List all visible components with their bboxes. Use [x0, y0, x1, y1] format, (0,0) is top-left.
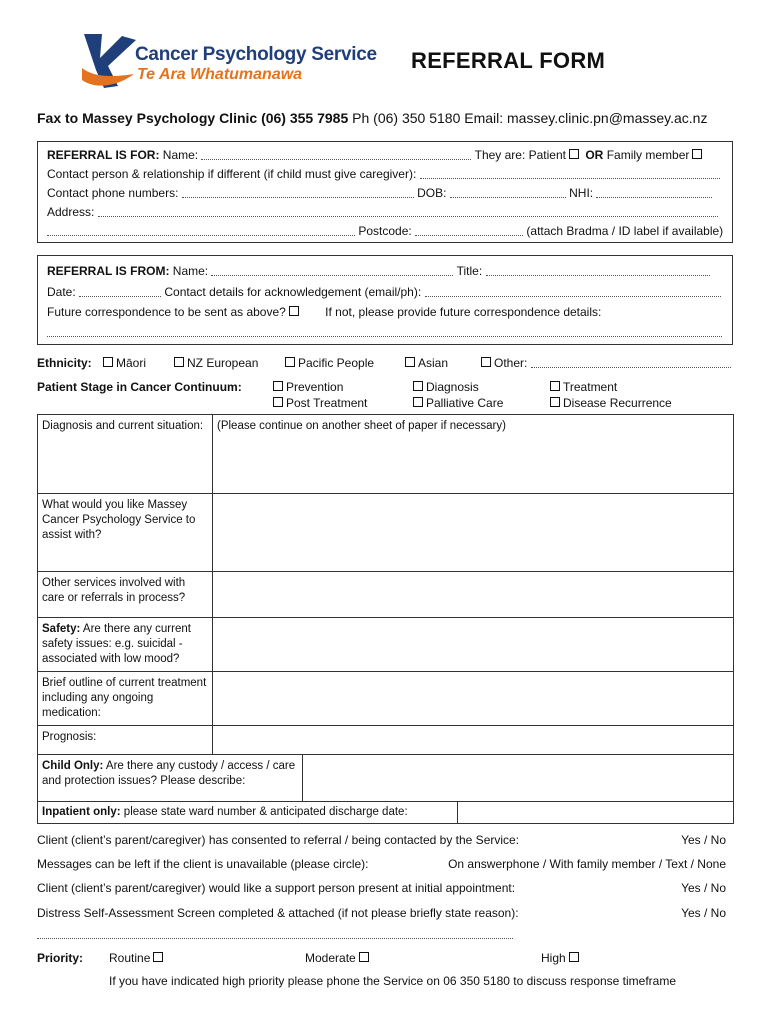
stage-option-label: Disease Recurrence [563, 396, 672, 410]
patient-checkbox[interactable] [569, 149, 579, 159]
messages-answer[interactable]: On answerphone / With family member / Text / None [448, 857, 726, 871]
table-row [38, 672, 734, 726]
nhi-label: NHI: [569, 186, 594, 200]
checkbox-icon[interactable] [569, 952, 579, 962]
referral-for-box [37, 141, 733, 243]
page-title: REFERRAL FORM [411, 48, 606, 73]
support-question: Client (client’s parent/caregiver) would like a support person present at initial appointment: [37, 881, 516, 895]
referral-for-row-name [47, 148, 705, 162]
table-row [38, 726, 734, 755]
contact-phone-field[interactable] [182, 186, 414, 198]
safety-text: Are there any current safety issues: e.g. suicidal - associated with low mood? [42, 623, 191, 665]
from-name-label: Name: [172, 264, 209, 278]
inpatient-field[interactable] [458, 802, 733, 823]
contact-phone-row [47, 186, 712, 200]
stage-recurrence[interactable] [547, 396, 672, 410]
child-bold: Child Only: [42, 760, 104, 772]
checkbox-icon[interactable] [413, 397, 423, 407]
checkbox-icon[interactable] [103, 357, 113, 367]
inpatient-bold: Inpatient only: [42, 806, 121, 818]
table-row [38, 415, 734, 494]
stage-option-label: Palliative Care [426, 396, 504, 410]
date-row [47, 285, 721, 299]
stage-option-label: Post Treatment [286, 396, 368, 410]
stage-treatment[interactable] [547, 380, 617, 394]
patient-name-field[interactable] [201, 148, 471, 160]
title-label: Title: [456, 264, 483, 278]
child-text: Are there any custody / access / care and protection issues? Please describe: [42, 760, 296, 787]
referral-from-row-name [47, 264, 710, 278]
future-checkbox[interactable] [289, 306, 299, 316]
logo-maori-name: Te Ara Whatumanawa [137, 66, 303, 83]
fax-number: Fax to Massey Psychology Clinic (06) 355 7985 [37, 110, 349, 126]
distress-answer[interactable]: Yes / No [681, 906, 726, 920]
referral-from-box [37, 255, 733, 345]
date-label: Date: [47, 285, 76, 299]
priority-routine[interactable] [109, 951, 166, 965]
referrer-title-field[interactable] [486, 264, 710, 276]
diagnosis-label: Diagnosis and current situation: [38, 415, 213, 494]
child-only-label [38, 755, 303, 802]
brief-outline-label: Brief outline of current treatment including any ongoing medication: [38, 672, 213, 726]
contact-details-field[interactable] [425, 285, 721, 297]
table-row [38, 755, 734, 802]
stage-option-label: Diagnosis [426, 380, 479, 394]
table-row [38, 618, 734, 672]
contact-info: Ph (06) 350 5180 Email: massey.clinic.pn@massey.ac.nz [352, 110, 708, 126]
ethnicity-asian[interactable] [402, 356, 448, 370]
date-field[interactable] [79, 285, 161, 297]
address-line2-field[interactable] [47, 224, 355, 236]
details-table [37, 414, 734, 824]
stage-prevention[interactable] [270, 380, 343, 394]
ethnicity-pacific[interactable] [282, 356, 374, 370]
checkbox-icon[interactable] [550, 381, 560, 391]
dob-label: DOB: [417, 186, 447, 200]
child-only-field[interactable] [303, 755, 734, 802]
address-row [47, 205, 718, 219]
stage-palliative[interactable] [410, 396, 503, 410]
safety-bold: Safety: [42, 623, 81, 635]
table-row [38, 572, 734, 618]
family-member-checkbox[interactable] [692, 149, 702, 159]
assist-label: What would you like Massey Cancer Psychology Service to assist with? [38, 494, 213, 572]
checkbox-icon[interactable] [153, 952, 163, 962]
contact-details-label: Contact details for acknowledgement (email/ph): [164, 285, 422, 299]
ethnicity-maori[interactable] [100, 356, 146, 370]
ethnicity-option-label: Asian [418, 356, 449, 370]
checkbox-icon[interactable] [285, 357, 295, 367]
consent-question: Client (client’s parent/caregiver) has consented to referral / being contacted by the Service: [37, 833, 520, 847]
checkbox-icon[interactable] [481, 357, 491, 367]
contact-phone-label: Contact phone numbers: [47, 186, 179, 200]
contact-person-row [47, 167, 720, 181]
priority-label: Priority: [37, 951, 84, 965]
contact-person-field[interactable] [420, 167, 720, 179]
inpatient-row [38, 802, 734, 824]
referral-from-heading: REFERRAL IS FROM: [47, 264, 170, 278]
checkbox-icon[interactable] [273, 397, 283, 407]
table-row [38, 802, 734, 824]
distress-reason-field[interactable] [37, 938, 513, 939]
continue-note: (Please continue on another sheet of paper if necessary) [217, 420, 506, 432]
nhi-field[interactable] [596, 186, 712, 198]
checkbox-icon[interactable] [273, 381, 283, 391]
ethnicity-nz-european[interactable] [171, 356, 258, 370]
ethnicity-label: Ethnicity: [37, 356, 92, 370]
referral-for-heading: REFERRAL IS FOR: [47, 148, 160, 162]
future-row [47, 305, 601, 319]
stage-option-label: Treatment [563, 380, 618, 394]
priority-moderate-label: Moderate [305, 951, 356, 965]
ethnicity-row [37, 356, 92, 370]
ethnicity-other-field[interactable] [531, 356, 731, 368]
future-details-field[interactable] [47, 336, 722, 337]
other-services-label: Other services involved with care or referrals in process? [38, 572, 213, 618]
assist-field[interactable] [213, 494, 734, 572]
support-answer[interactable]: Yes / No [681, 881, 726, 895]
stage-diagnosis[interactable] [410, 380, 479, 394]
postcode-label: Postcode: [358, 224, 412, 238]
future-label: Future correspondence to be sent as above? [47, 305, 286, 319]
postcode-row [47, 224, 723, 238]
if-not-label: If not, please provide future correspondence details: [325, 305, 602, 319]
stage-post-treatment[interactable] [270, 396, 367, 410]
family-member-label: Family member [606, 148, 690, 162]
brief-outline-field[interactable] [213, 672, 734, 726]
checkbox-icon[interactable] [405, 357, 415, 367]
consent-answer[interactable]: Yes / No [681, 833, 726, 847]
other-services-field[interactable] [213, 572, 734, 618]
priority-high-label: High [541, 951, 566, 965]
checkbox-icon[interactable] [359, 952, 369, 962]
referrer-name-field[interactable] [211, 264, 453, 276]
address-field[interactable] [98, 205, 718, 217]
diagnosis-field[interactable] [213, 415, 734, 494]
checkbox-icon[interactable] [550, 397, 560, 407]
stage-label: Patient Stage in Cancer Continuum: [37, 380, 242, 394]
attach-note: (attach Bradma / ID label if available) [526, 224, 724, 238]
prognosis-field[interactable] [213, 726, 734, 755]
logo-swoosh-icon [78, 28, 138, 98]
ethnicity-option-label: Other: [494, 356, 528, 370]
dob-field[interactable] [450, 186, 566, 198]
prognosis-label: Prognosis: [38, 726, 213, 755]
priority-routine-label: Routine [109, 951, 151, 965]
checkbox-icon[interactable] [413, 381, 423, 391]
they-are-label: They are: Patient [474, 148, 566, 162]
inpatient-label [38, 802, 458, 823]
priority-note: If you have indicated high priority please phone the Service on 06 350 5180 to discuss response timeframe [109, 974, 677, 988]
safety-label [38, 618, 213, 672]
ethnicity-other[interactable] [478, 356, 731, 370]
ethnicity-option-label: Māori [116, 356, 147, 370]
name-label: Name: [162, 148, 199, 162]
checkbox-icon[interactable] [174, 357, 184, 367]
table-row [38, 494, 734, 572]
stage-option-label: Prevention [286, 380, 344, 394]
priority-high[interactable] [541, 951, 582, 965]
address-label: Address: [47, 205, 95, 219]
logo-name: Cancer Psychology Service [135, 44, 377, 65]
inpatient-text: please state ward number & anticipated discharge date: [123, 806, 408, 818]
postcode-field[interactable] [415, 224, 523, 236]
ethnicity-option-label: NZ European [187, 356, 259, 370]
safety-field[interactable] [213, 618, 734, 672]
fax-line [37, 110, 707, 126]
priority-moderate[interactable] [305, 951, 372, 965]
or-label: OR [585, 148, 604, 162]
messages-question: Messages can be left if the client is unavailable (please circle): [37, 857, 369, 871]
contact-person-label: Contact person & relationship if different (if child must give caregiver): [47, 167, 417, 181]
distress-question: Distress Self-Assessment Screen completed & attached (if not please briefly state reason): [37, 906, 519, 920]
ethnicity-option-label: Pacific People [298, 356, 375, 370]
